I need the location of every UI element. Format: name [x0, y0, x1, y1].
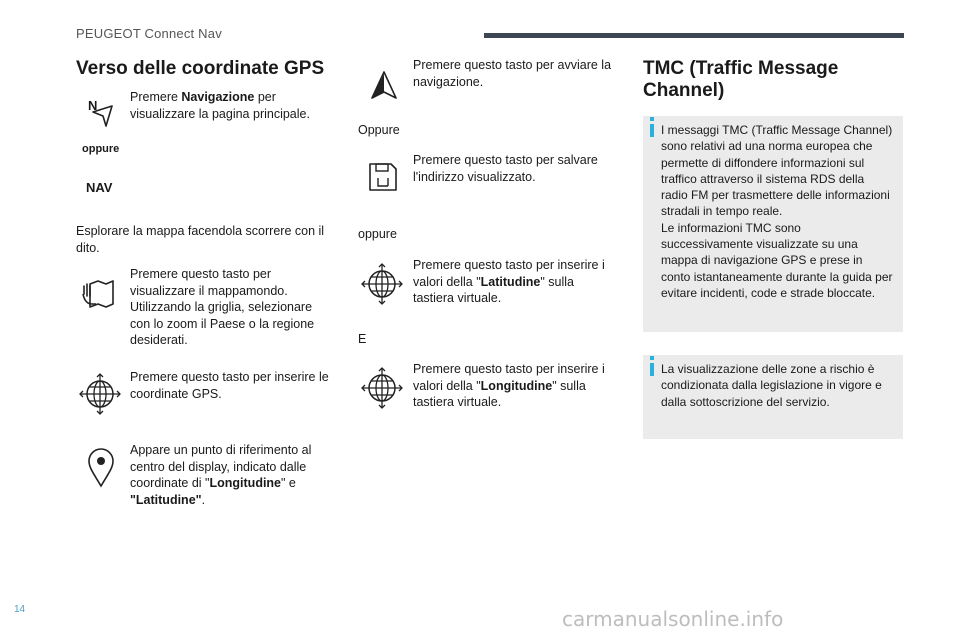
map-step-text: Premere questo tasto per visualizzare il mappamondo. Utilizzando la griglia, selezionare con lo zoom il Paese o la regione desiderati.	[130, 267, 315, 347]
oppure-label-2: oppure	[358, 227, 397, 241]
running-header: PEUGEOT Connect Nav	[76, 26, 222, 41]
longitude-globe-icon	[360, 366, 404, 410]
save-disk-icon	[366, 160, 400, 194]
gps-globe-icon	[78, 372, 122, 416]
start-navigation-arrow-icon	[366, 68, 402, 104]
longitude-step-text: Premere questo tasto per inserire i valori della "Longitudine" sulla tastiera virtuale.	[413, 362, 605, 409]
explore-text: Esplorare la mappa facendola scorrere con il dito.	[76, 224, 325, 255]
latitude-step-text: Premere questo tasto per inserire i valori della "Latitudine" sulla tastiera virtuale.	[413, 258, 605, 305]
header-rule	[484, 33, 904, 38]
nav-key-label: NAV	[86, 180, 113, 195]
e-label: E	[358, 332, 367, 346]
nav-step-text: Premere Navigazione per visualizzare la pagina principale.	[130, 90, 310, 121]
navigation-arrow-icon	[86, 98, 122, 134]
section-title-tmc: TMC (Traffic Message Channel)	[643, 58, 839, 101]
map-hand-icon	[80, 272, 120, 312]
info-note-tmc	[643, 116, 903, 332]
info-note-risk-zones	[643, 355, 903, 439]
page-number: 14	[14, 604, 26, 615]
save-address-text: Premere questo tasto per salvare l'indirizzo visualizzato.	[413, 153, 598, 184]
section-title-gps: Verso delle coordinate GPS	[76, 58, 325, 79]
oppure-label: oppure	[82, 143, 120, 155]
pin-step-text: Appare un punto di riferimento al centro del display, indicato dalle coordinate di "Longitudine" e "Latitudine".	[130, 443, 312, 507]
info-icon	[650, 117, 654, 121]
north-letter: N	[88, 98, 98, 113]
oppure-label-1: Oppure	[358, 123, 400, 137]
note-tmc-text: I messaggi TMC (Traffic Message Channel) sono relativi ad una norma europea che permette di diffondere informazioni sul traffico attraverso il sistema RDS della radio FM per trasmettere delle informazioni stradali in tempo reale. Le informazioni TMC sono successivamente visualizzate su una mappa di navigazione GPS e prese in conto istantaneamente durante la guida per evitare incidenti, code e strade bloccate.	[661, 123, 893, 300]
start-nav-text: Premere questo tasto per avviare la navigazione.	[413, 58, 612, 89]
note-risk-text: La visualizzazione delle zone a rischio è condizionata dalla legislazione in vigore e dalla sottoscrizione del servizio.	[661, 362, 882, 409]
latitude-globe-icon	[360, 262, 404, 306]
location-pin-icon	[86, 446, 116, 488]
watermark: carmanualsonline.info	[562, 607, 784, 631]
info-icon	[650, 356, 654, 360]
gps-step-text: Premere questo tasto per inserire le coordinate GPS.	[130, 370, 329, 401]
